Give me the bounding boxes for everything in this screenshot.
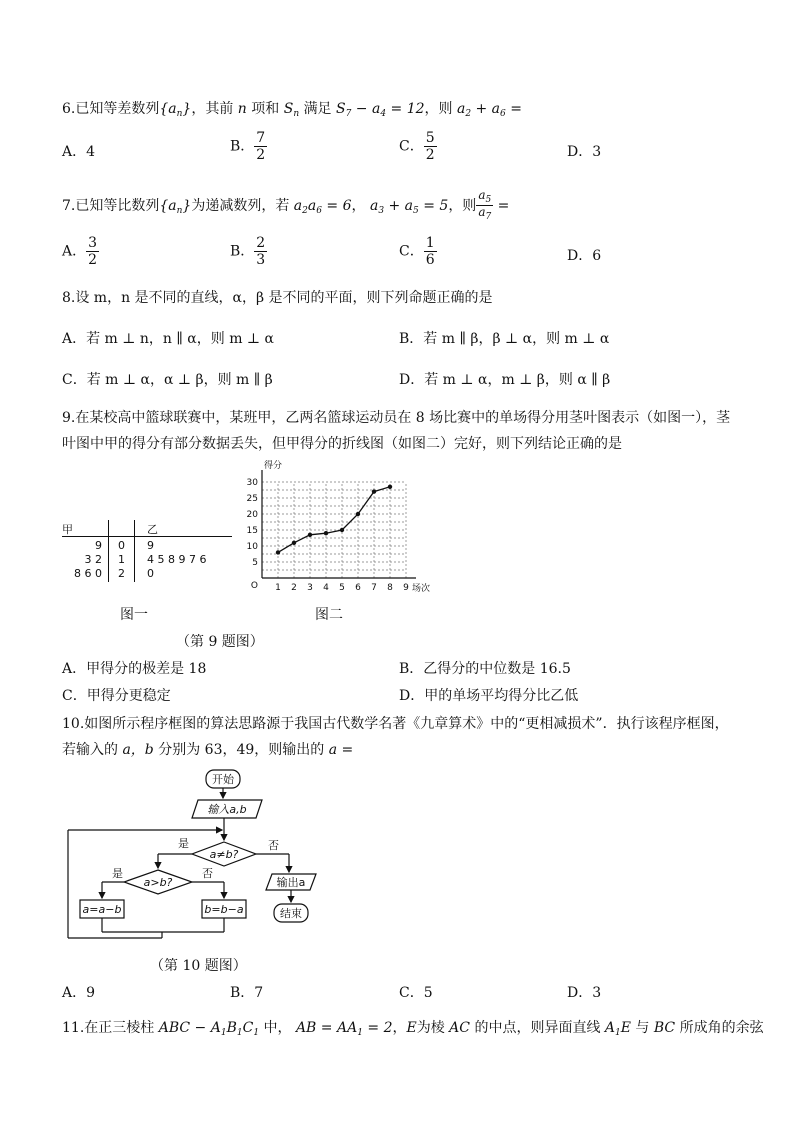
flow-yes-1: 是 [178, 837, 189, 850]
q6-option-d: D．3 [567, 144, 602, 160]
data-point-7 [372, 489, 376, 493]
data-point-8 [388, 485, 392, 489]
stem-leaf-left-2: 8 6 0 [74, 567, 102, 580]
q9-stem-line2: 叶图中甲的得分有部分数据丢失，但甲得分的折线图（如图二）完好，则下列结论正确的是 [62, 436, 622, 452]
fig9-caption: （第 9 题图） [176, 634, 264, 650]
x-tick-label: 7 [371, 583, 377, 593]
fig1-caption: 图一 [120, 607, 148, 623]
chart-grid [262, 482, 406, 578]
stem-leaf-left-1: 3 2 [84, 553, 102, 566]
y-tick-label: 30 [246, 478, 258, 488]
x-tick-label: 2 [291, 583, 297, 593]
stem-leaf-stem-0: 0 [118, 539, 125, 552]
stem-leaf-stem-1: 1 [118, 553, 125, 566]
flow-start-text: 开始 [212, 773, 234, 786]
q9-option-b: B．乙得分的中位数是 16.5 [399, 661, 571, 677]
data-point-3 [308, 533, 312, 537]
x-tick-label: 9 [403, 583, 409, 593]
q7-option-d: D．6 [567, 248, 602, 264]
q10-option-d: D．3 [567, 985, 602, 1001]
stem-leaf-right-2: 0 [147, 567, 154, 580]
flow-no-1: 否 [268, 839, 279, 852]
data-point-1 [276, 550, 280, 554]
q9-option-d: D．甲的单场平均得分比乙低 [399, 688, 579, 704]
flow-cond1-text: a≠b? [209, 848, 239, 861]
x-tick-label: 8 [387, 583, 393, 593]
y-tick-label: 5 [252, 558, 258, 568]
q8-option-c: C．若 m ⊥ α，α ⊥ β，则 m ∥ β [62, 372, 273, 388]
q9-option-c: C．甲得分更稳定 [62, 688, 171, 704]
data-point-5 [340, 528, 344, 532]
stem-leaf-plot [62, 520, 232, 582]
x-tick-label: 1 [275, 583, 281, 593]
chart-series [276, 485, 392, 555]
fig2-caption: 图二 [315, 607, 343, 623]
q6-option-c: C． $\frac{5}{2}$ [399, 130, 435, 164]
stem-leaf-header-jia: 甲 [62, 523, 73, 536]
data-point-6 [356, 512, 360, 516]
q11-stem: 11.在正三棱柱 ABC − $A_1B_1C_1$ 中， AB = $AA_1 = 2$，E为棱 AC 的中点，则异面直线 $A_1E$ 与 BC 所成角的余弦 [62, 1020, 764, 1038]
q10-stem-line2: 若输入的 a，b 分别为 63，49，则输出的 a = [62, 742, 354, 758]
q10-option-b: B．7 [230, 985, 264, 1001]
data-point-2 [292, 541, 296, 545]
q10-option-c: C．5 [399, 985, 433, 1001]
q9-option-a: A．甲得分的极差是 18 [62, 661, 207, 677]
q7-option-b: B． $\frac{2}{3}$ [230, 235, 266, 269]
y-tick-label: 15 [246, 526, 258, 536]
origin-label: O [250, 581, 258, 591]
y-tick-label: 20 [246, 510, 258, 520]
q8-option-a: A．若 m ⊥ n，n ∥ α，则 m ⊥ α [62, 331, 275, 347]
q8-option-b: B．若 m ∥ β，β ⊥ α，则 m ⊥ α [399, 331, 610, 347]
x-tick-label: 6 [355, 583, 361, 593]
flow-end-text: 结束 [280, 907, 302, 920]
flowchart [62, 764, 362, 954]
q10-stem-line1: 10.如图所示程序框图的算法思路源于我国古代数学名著《九章算术》中的“更相减损术”．执行该程序框图， [62, 716, 729, 732]
flow-input-text: 输入a,b [207, 803, 247, 816]
fig10-caption: （第 10 题图） [150, 958, 247, 974]
x-tick-label: 3 [307, 583, 313, 593]
stem-leaf-stem-2: 2 [118, 567, 125, 580]
q9-stem-line1: 9.在某校高中篮球联赛中，某班甲，乙两名篮球运动员在 8 场比赛中的单场得分用茎叶图表示（如图一），茎 [62, 410, 731, 426]
q7-option-a: A． $\frac{3}{2}$ [62, 235, 98, 269]
q7-stem: 7.已知等比数列$\{a_n\}$为递减数列，若 $a_2a_6 = 6$， $a_3 + a_5 = 5$，则 $\frac{a_5}{a_7}$ = [62, 188, 510, 223]
stem-leaf-right-1: 4 5 8 9 7 6 [147, 553, 207, 566]
flow-yes-2: 是 [112, 867, 123, 880]
chart-ticks [247, 459, 430, 594]
q6-stem: 6.已知等差数列$\{a_n\}$，其前 n 项和 $S_n$ 满足 $S_7 - a_4 = 12$，则 $a_2 + a_6$ = [62, 101, 522, 119]
stem-leaf-right-0: 9 [147, 539, 154, 552]
score-line-chart [238, 456, 438, 596]
flow-no-2: 否 [202, 867, 213, 880]
q6-option-a: A．4 [62, 144, 96, 160]
x-axis-label: 场次 [412, 584, 431, 594]
flow-assign-b-text: b=b−a [204, 903, 244, 916]
x-tick-label: 4 [323, 583, 329, 593]
stem-leaf-left-0: 9 [95, 539, 102, 552]
y-tick-label: 25 [246, 494, 258, 504]
flow-output-text: 输出a [276, 876, 306, 889]
y-axis-label: 得分 [264, 461, 283, 471]
x-tick-label: 5 [339, 583, 345, 593]
q7-option-c: C． $\frac{1}{6}$ [399, 235, 435, 269]
data-point-4 [324, 531, 328, 535]
q6-option-b: B． $\frac{7}{2}$ [230, 130, 266, 164]
stem-leaf-header-yi: 乙 [147, 523, 158, 536]
flow-assign-a-text: a=a−b [82, 903, 122, 916]
y-tick-label: 10 [246, 542, 258, 552]
q10-option-a: A．9 [62, 985, 96, 1001]
q8-option-d: D．若 m ⊥ α，m ⊥ β，则 α ∥ β [399, 372, 611, 388]
q8-stem: 8.设 m，n 是不同的直线，α，β 是不同的平面，则下列命题正确的是 [62, 290, 493, 306]
flow-cond2-text: a>b? [143, 876, 173, 889]
